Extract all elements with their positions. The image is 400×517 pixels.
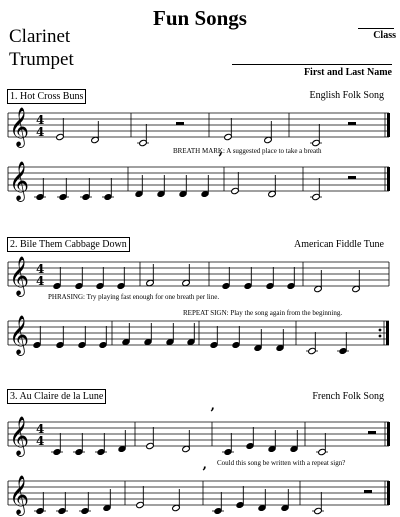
time-signature-top: 4 [36,262,45,276]
quarter-note [236,486,245,509]
half-rest [364,490,372,493]
quarter-note [135,175,144,198]
song-origin: English Folk Song [309,90,384,101]
name-label: First and Last Name [303,67,392,78]
half-note [310,178,322,201]
quarter-note [287,267,296,290]
quarter-note [337,332,349,355]
quarter-note [266,267,275,290]
music-staff [0,153,400,203]
half-note [91,121,100,144]
quarter-note [187,323,196,346]
time-signature-bottom: 4 [36,125,45,139]
repeat-barline-thick [386,321,389,345]
instrument-label-clarinet: Clarinet [9,26,71,47]
song-origin: French Folk Song [312,391,384,402]
quarter-note [144,323,153,346]
quarter-note [96,267,105,290]
treble-clef-icon: 𝄞 [9,315,30,355]
quarter-note [268,430,277,453]
quarter-note [103,489,112,512]
quarter-note [246,427,255,450]
treble-clef-icon: 𝄞 [9,416,30,456]
quarter-note [53,267,62,290]
quarter-note [254,329,263,352]
quarter-note [73,433,85,456]
half-note [316,433,328,456]
quarter-note [34,178,46,201]
half-note [56,118,65,141]
quarter-note [201,175,210,198]
treble-clef-icon: 𝄞 [9,107,30,147]
quarter-note [222,433,234,456]
name-blank-line [232,64,392,65]
quarter-note [95,433,107,456]
half-note [306,332,318,355]
music-staff [0,99,400,149]
quarter-note [33,326,42,349]
half-note [146,264,155,287]
page-title: Fun Songs [153,6,247,30]
breath-mark-icon: ’ [210,406,215,422]
half-note [136,486,145,509]
quarter-note [78,326,87,349]
time-signature-bottom: 4 [36,274,45,288]
repeat-sign-note: REPEAT SIGN: Play the song again from the beginning. [183,309,343,317]
time-signature-top: 4 [36,113,45,127]
half-note [224,118,233,141]
half-rest [368,431,376,434]
treble-clef-icon: 𝄞 [9,475,30,515]
quarter-note [210,326,219,349]
quarter-note [57,178,69,201]
final-barline-thick [387,422,390,446]
half-note [182,264,191,287]
quarter-note [51,433,63,456]
half-note [182,430,191,453]
half-note [314,270,323,293]
quarter-note [56,492,68,515]
class-label: Class [373,30,396,41]
half-note [264,121,273,144]
final-barline-thick [387,167,390,191]
music-staff [0,408,400,458]
quarter-note [117,267,126,290]
class-blank-line [358,28,394,29]
half-rest [176,122,184,125]
half-note [352,270,361,293]
breath-mark-note: BREATH MARK: A suggested place to take a breath [173,147,322,155]
quarter-note [99,326,108,349]
quarter-note [122,323,131,346]
treble-clef-icon: 𝄞 [9,256,30,296]
quarter-note [157,175,166,198]
song-title: 1. Hot Cross Buns [7,89,86,104]
quarter-note [118,430,127,453]
quarter-note [79,492,91,515]
quarter-note [212,492,224,515]
song-title: 3. Au Claire de la Lune [7,389,106,404]
quarter-note [102,178,114,201]
song-origin: American Fiddle Tune [294,239,384,250]
treble-clef-icon: 𝄞 [9,161,30,201]
repeat-dot [379,329,382,332]
quarter-note [244,267,253,290]
quarter-note [75,267,84,290]
repeat-question-note: Could this song be written with a repeat sign? [217,459,346,467]
music-staff [0,307,400,357]
quarter-note [166,323,175,346]
quarter-note [56,326,65,349]
instrument-label-trumpet: Trumpet [9,49,74,70]
music-staff [0,248,400,298]
music-staff [0,467,400,517]
quarter-note [232,326,241,349]
quarter-note [258,489,267,512]
quarter-note [222,267,231,290]
quarter-note [34,492,46,515]
half-note [137,124,149,147]
half-rest [348,176,356,179]
quarter-note [179,175,188,198]
final-barline-thick [387,481,390,505]
half-note [310,124,322,147]
song-title: 2. Bile Them Cabbage Down [7,237,130,252]
half-note [268,175,277,198]
half-note [172,489,181,512]
final-barline-thick [387,113,390,137]
half-note [231,172,240,195]
quarter-note [80,178,92,201]
quarter-note [281,489,290,512]
phrasing-note: PHRASING: Try playing fast enough for one breath per line. [48,293,220,301]
half-note [312,492,324,515]
breath-mark-icon: ’ [202,465,207,481]
time-signature-bottom: 4 [36,434,45,448]
breath-mark-icon: ’ [218,151,223,167]
half-note [146,427,155,450]
quarter-note [290,430,299,453]
quarter-note [276,329,285,352]
repeat-dot [379,335,382,338]
half-rest [348,122,356,125]
time-signature-top: 4 [36,422,45,436]
